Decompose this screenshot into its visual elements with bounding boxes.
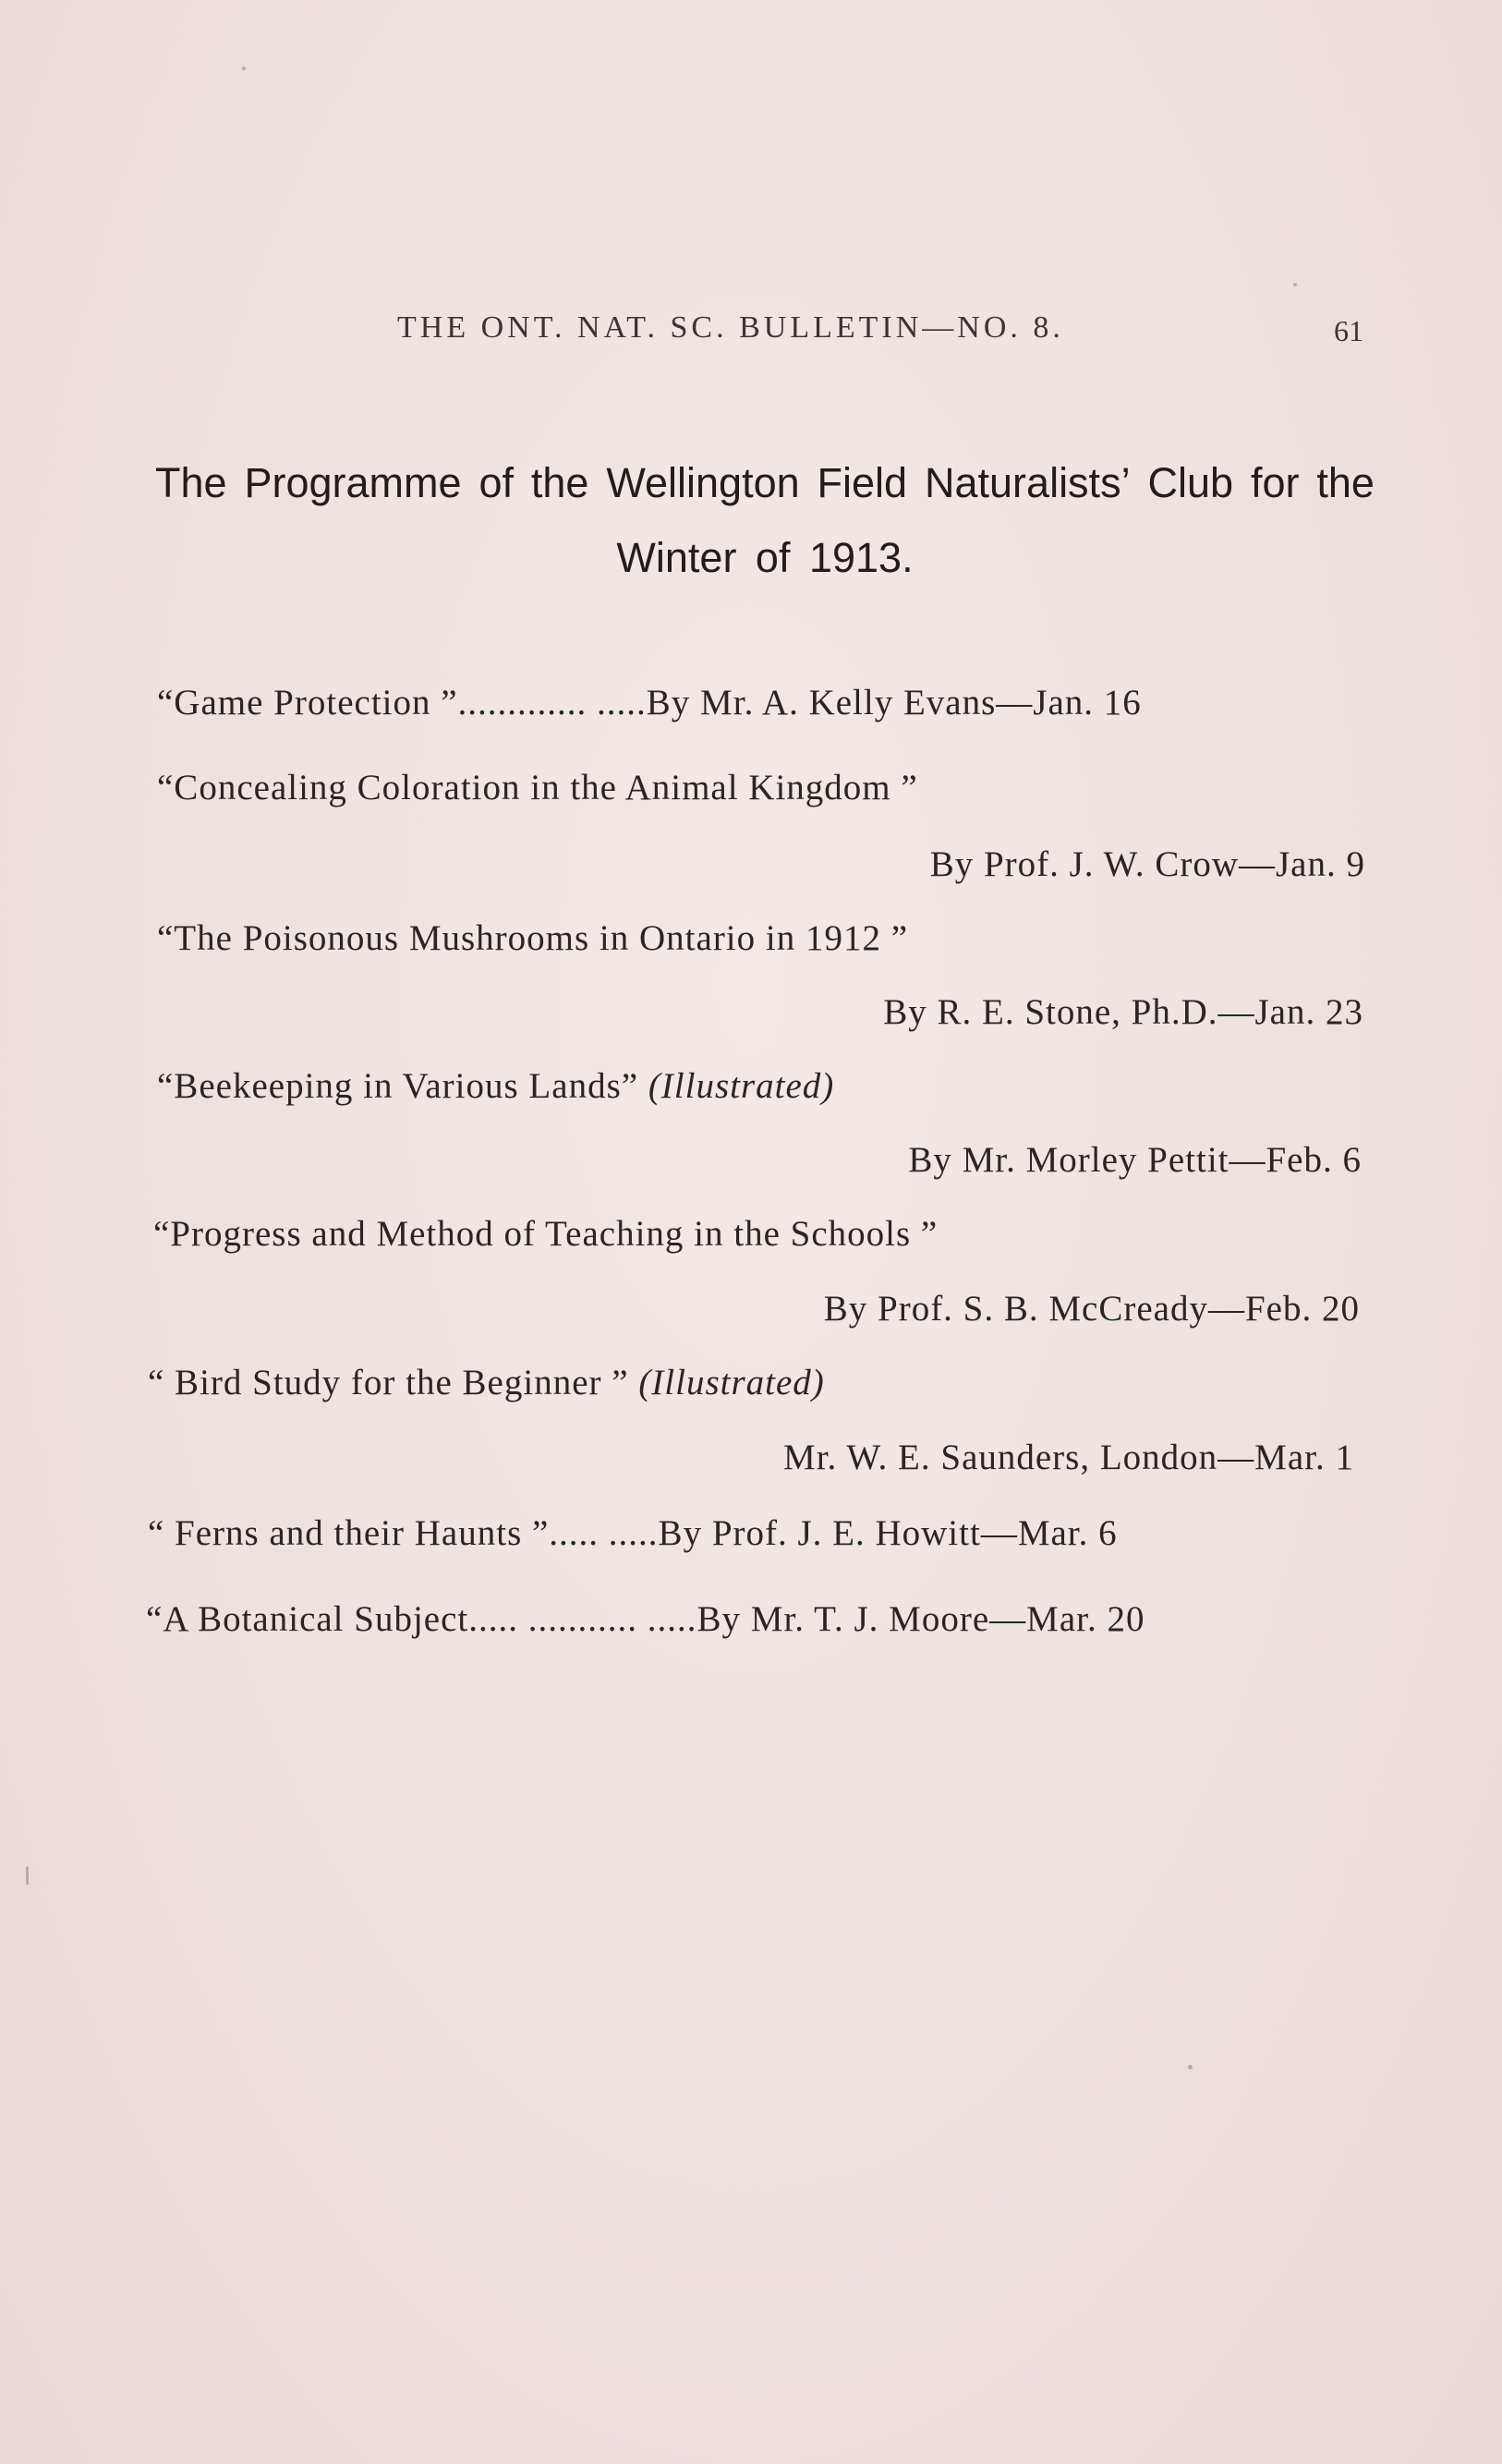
title-word: the <box>1316 459 1375 506</box>
entry-speaker-saunders: Mr. W. E. Saunders, London—Mar. 1 <box>783 1438 1354 1477</box>
entry-speaker-crow: By Prof. J. W. Crow—Jan. 9 <box>929 844 1365 884</box>
entry-title-text: “Beekeeping in Various Lands” <box>157 1066 639 1106</box>
title-word: Naturalists’ <box>925 459 1131 506</box>
paper-speck <box>1293 283 1297 286</box>
illustrated-note: (Illustrated) <box>648 1066 835 1106</box>
title-line-1 <box>155 459 1375 506</box>
running-head: THE ONT. NAT. SC. BULLETIN—NO. 8. <box>397 310 1064 345</box>
title-word: The <box>155 459 227 506</box>
programme-entry-game-protection: “Game Protection ”............. .....By Mr. A. Kelly Evans—Jan. 16 <box>157 683 1142 722</box>
programme-entry-ferns: “ Ferns and their Haunts ”..... .....By Prof. J. E. Howitt—Mar. 6 <box>148 1513 1118 1553</box>
entry-speaker-stone: By R. E. Stone, Ph.D.—Jan. 23 <box>883 992 1363 1032</box>
entry-title-beekeeping <box>157 1065 834 1107</box>
title-word: the <box>530 459 589 506</box>
entry-title-text: “ Bird Study for the Beginner ” <box>148 1363 629 1402</box>
illustrated-note: (Illustrated) <box>638 1363 825 1402</box>
title-word: Wellington <box>606 459 800 506</box>
page-number: 61 <box>1334 314 1363 347</box>
title-word: for <box>1250 459 1300 506</box>
title-word: Field <box>817 459 908 506</box>
entry-title-concealing-coloration: “Concealing Coloration in the Animal Kingdom ” <box>157 768 918 807</box>
entry-speaker-pettit: By Mr. Morley Pettit—Feb. 6 <box>908 1140 1362 1180</box>
title-word: Programme <box>244 459 462 506</box>
programme-entry-botanical-subject: “A Botanical Subject..... ........... .....By Mr. T. J. Moore—Mar. 20 <box>146 1599 1145 1639</box>
entry-title-poisonous-mushrooms: “The Poisonous Mushrooms in Ontario in 1912 ” <box>157 918 909 958</box>
article-title <box>155 459 1375 581</box>
paper-speck <box>1188 2065 1193 2070</box>
entry-title-bird-study <box>148 1362 825 1403</box>
entry-speaker-mccready: By Prof. S. B. McCready—Feb. 20 <box>823 1289 1360 1329</box>
paper-speck <box>242 67 246 70</box>
title-word: Club <box>1147 459 1234 506</box>
entry-title-progress-method: “Progress and Method of Teaching in the Schools ” <box>153 1214 939 1254</box>
title-line-2: Winter of 1913. <box>616 534 914 581</box>
title-word: of <box>478 459 514 506</box>
paper-speck <box>26 1866 29 1885</box>
